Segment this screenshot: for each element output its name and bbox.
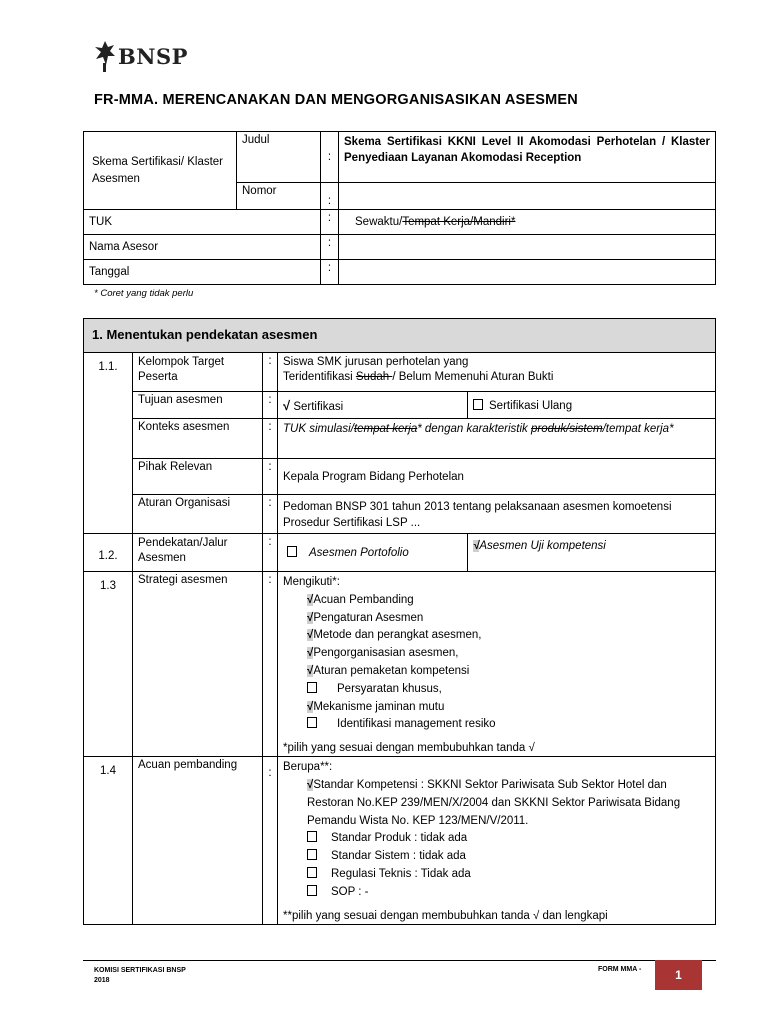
- acuan-standar: [283, 777, 710, 830]
- kelompok-value: [278, 353, 716, 392]
- colon: :: [321, 132, 339, 183]
- acuan-footnote: **pilih yang sesuai dengan membubuhkan tanda √ dan lengkapi: [283, 909, 608, 922]
- strategi-item: [283, 716, 710, 734]
- colon: :: [263, 495, 278, 534]
- tuk-label: TUK: [84, 210, 321, 235]
- strategi-footnote: *pilih yang sesuai dengan membubuhkan tanda √: [283, 742, 535, 755]
- acuan-item-label: SOP : -: [331, 885, 369, 898]
- acuan-intro: Berupa**:: [283, 761, 333, 774]
- pendekatan-opt2-label: Asesmen Uji kompetensi: [479, 540, 606, 552]
- konteks-b: * dengan karakteristik: [417, 423, 532, 435]
- tujuan-opt1: [278, 392, 468, 419]
- row-number: 1.1.: [84, 353, 133, 534]
- footer-form-label: FORM MMA -: [598, 966, 642, 973]
- acuan-item: [283, 884, 710, 902]
- acuan-label: Acuan pembanding: [133, 757, 263, 924]
- tanggal-label: Tanggal: [84, 260, 321, 285]
- tuk-plain: Sewaktu/: [355, 216, 403, 228]
- asesor-value: [339, 235, 716, 260]
- colon: :: [263, 459, 278, 495]
- acuan-item: [283, 866, 710, 884]
- check-mark: √: [307, 629, 314, 642]
- nomor-value: [339, 183, 716, 210]
- nomor-label: Nomor: [237, 183, 321, 210]
- pendekatan-opt2: [468, 534, 716, 572]
- check-mark: √: [307, 647, 314, 660]
- strategi-item: [283, 627, 710, 645]
- konteks-label: Konteks asesmen: [133, 419, 263, 459]
- colon: :: [263, 534, 278, 572]
- acuan-item-label: Regulasi Teknis : Tidak ada: [331, 867, 471, 880]
- strategi-item-label: Pengaturan Asesmen: [313, 611, 424, 624]
- colon: :: [321, 210, 339, 235]
- page-title: FR-MMA. MERENCANAKAN DAN MENGORGANISASIKAN ASESMEN: [94, 92, 578, 108]
- strategi-value: [278, 572, 716, 757]
- strategi-item-label: Metode dan perangkat asesmen,: [313, 629, 482, 642]
- checkbox-icon: [307, 717, 317, 728]
- pendekatan-opt1: [278, 534, 468, 572]
- acuan-item: [283, 848, 710, 866]
- bnsp-logo: [94, 38, 188, 74]
- strategi-item-label: Aturan pemaketan kompetensi: [313, 664, 470, 677]
- tujuan-opt1-label: Sertifikasi: [293, 400, 344, 413]
- check-mark: √: [307, 611, 314, 624]
- strategi-item: [283, 663, 710, 681]
- colon: :: [263, 419, 278, 459]
- acuan-item-label: Standar Produk : tidak ada: [331, 832, 468, 845]
- judul-label: Judul: [237, 132, 321, 183]
- section1-header: 1. Menentukan pendekatan asesmen: [84, 319, 716, 353]
- pihak-label: Pihak Relevan: [133, 459, 263, 495]
- row-number: 1.4: [84, 757, 133, 924]
- check-mark: √: [307, 593, 314, 606]
- acuan-item-label: Standar Sistem : tidak ada: [331, 850, 466, 863]
- header-table: [83, 131, 716, 285]
- tujuan-label: Tujuan asesmen: [133, 392, 263, 419]
- row-number: 1.3: [84, 572, 133, 757]
- asesor-label: Nama Asesor: [84, 235, 321, 260]
- tuk-struck: Tempat Kerja/Mandiri*: [402, 216, 516, 228]
- strategi-item-label: Acuan Pembanding: [313, 593, 414, 606]
- strategi-item: [283, 699, 710, 717]
- strategi-item: [283, 645, 710, 663]
- strategi-item-label: Identifikasi management resiko: [337, 718, 496, 731]
- note: * Coret yang tidak perlu: [94, 288, 194, 299]
- checkbox-icon: [287, 546, 297, 557]
- kelompok-line2b: / Belum Memenuhi Aturan Bukti: [392, 371, 554, 383]
- acuan-item: [283, 830, 710, 848]
- checkbox-icon: [473, 399, 483, 410]
- checkbox-icon: [307, 885, 317, 896]
- section1-table: [83, 318, 716, 925]
- row-number: 1.2.: [84, 534, 133, 572]
- tujuan-opt2-label: Sertifikasi Ulang: [489, 399, 573, 412]
- colon: :: [321, 235, 339, 260]
- acuan-value: [278, 757, 716, 924]
- footer-year: 2018: [94, 977, 110, 984]
- konteks-struck2: produk/sistem: [531, 423, 603, 435]
- acuan-list: [283, 830, 710, 901]
- strategi-intro: Mengikuti*:: [283, 576, 340, 588]
- acuan-standar-text: Standar Kompetensi : SKKNI Sektor Pariwisata Sub Sektor Hotel dan Restoran No.KEP 239/MEN/X/2004 dan SKKNI Sektor Pariwisata Bidang Pemandu Wista No. KEP 123/MEN/V/2011.: [307, 778, 681, 827]
- aturan-value: Pedoman BNSP 301 tahun 2013 tentang pelaksanaan asesmen komoetensi Prosedur Sertifikasi LSP ...: [278, 495, 716, 534]
- colon: :: [263, 353, 278, 392]
- pendekatan-opt1-label: Asesmen Portofolio: [309, 547, 409, 559]
- konteks-value: [278, 419, 716, 459]
- aturan-label: Aturan Organisasi: [133, 495, 263, 534]
- konteks-struck1: tempat kerja: [353, 423, 418, 435]
- strategi-list: [283, 592, 710, 734]
- check-mark: √: [307, 664, 314, 677]
- strategi-item-label: Persyaratan khusus,: [337, 682, 442, 695]
- checkbox-icon: [307, 831, 317, 842]
- kelompok-line2a: Teridentifikasi: [283, 371, 356, 383]
- checkbox-icon: [307, 849, 317, 860]
- konteks-c: /tempat kerja*: [602, 423, 674, 435]
- tujuan-opt2: [468, 392, 716, 419]
- strategi-item: [283, 610, 710, 628]
- pendekatan-label: Pendekatan/Jalur Asesmen: [133, 534, 263, 572]
- check-mark: √: [473, 540, 480, 552]
- page-number: 1: [655, 960, 702, 990]
- strategi-item-label: Mekanisme jaminan mutu: [313, 700, 445, 713]
- checkbox-icon: [307, 867, 317, 878]
- kelompok-label: Kelompok Target Peserta: [133, 353, 263, 392]
- bnsp-emblem-icon: [94, 39, 116, 73]
- pihak-value: Kepala Program Bidang Perhotelan: [278, 459, 716, 495]
- check-mark: √: [307, 700, 314, 713]
- strategi-item-label: Pengorganisasian asesmen,: [313, 647, 459, 660]
- colon: :: [321, 260, 339, 285]
- colon: :: [263, 757, 278, 924]
- strategi-label: Strategi asesmen: [133, 572, 263, 757]
- checkbox-icon: [307, 682, 317, 693]
- check-mark: √: [307, 778, 314, 791]
- colon: :: [263, 572, 278, 757]
- tanggal-value: [339, 260, 716, 285]
- logo-text: BNSP: [118, 43, 188, 69]
- skema-label: Skema Sertifikasi/ Klaster Asesmen: [84, 132, 237, 210]
- strategi-item: [283, 681, 710, 699]
- tuk-value: [339, 210, 716, 235]
- kelompok-line1: Siswa SMK jurusan perhotelan yang: [283, 356, 469, 368]
- footer-left: [94, 966, 186, 986]
- colon: :: [321, 183, 339, 210]
- strategi-item: [283, 592, 710, 610]
- colon: :: [263, 392, 278, 419]
- kelompok-line2-struck: Sudah: [355, 371, 393, 383]
- footer-org: KOMISI SERTIFIKASI BNSP: [94, 967, 186, 974]
- konteks-a: TUK simulasi/: [283, 423, 354, 435]
- judul-value: Skema Sertifikasi KKNI Level II Akomodasi Perhotelan / Klaster Penyediaan Layanan Akomodasi Reception: [339, 132, 716, 183]
- check-mark: √: [283, 397, 291, 413]
- footer-divider: [83, 960, 716, 961]
